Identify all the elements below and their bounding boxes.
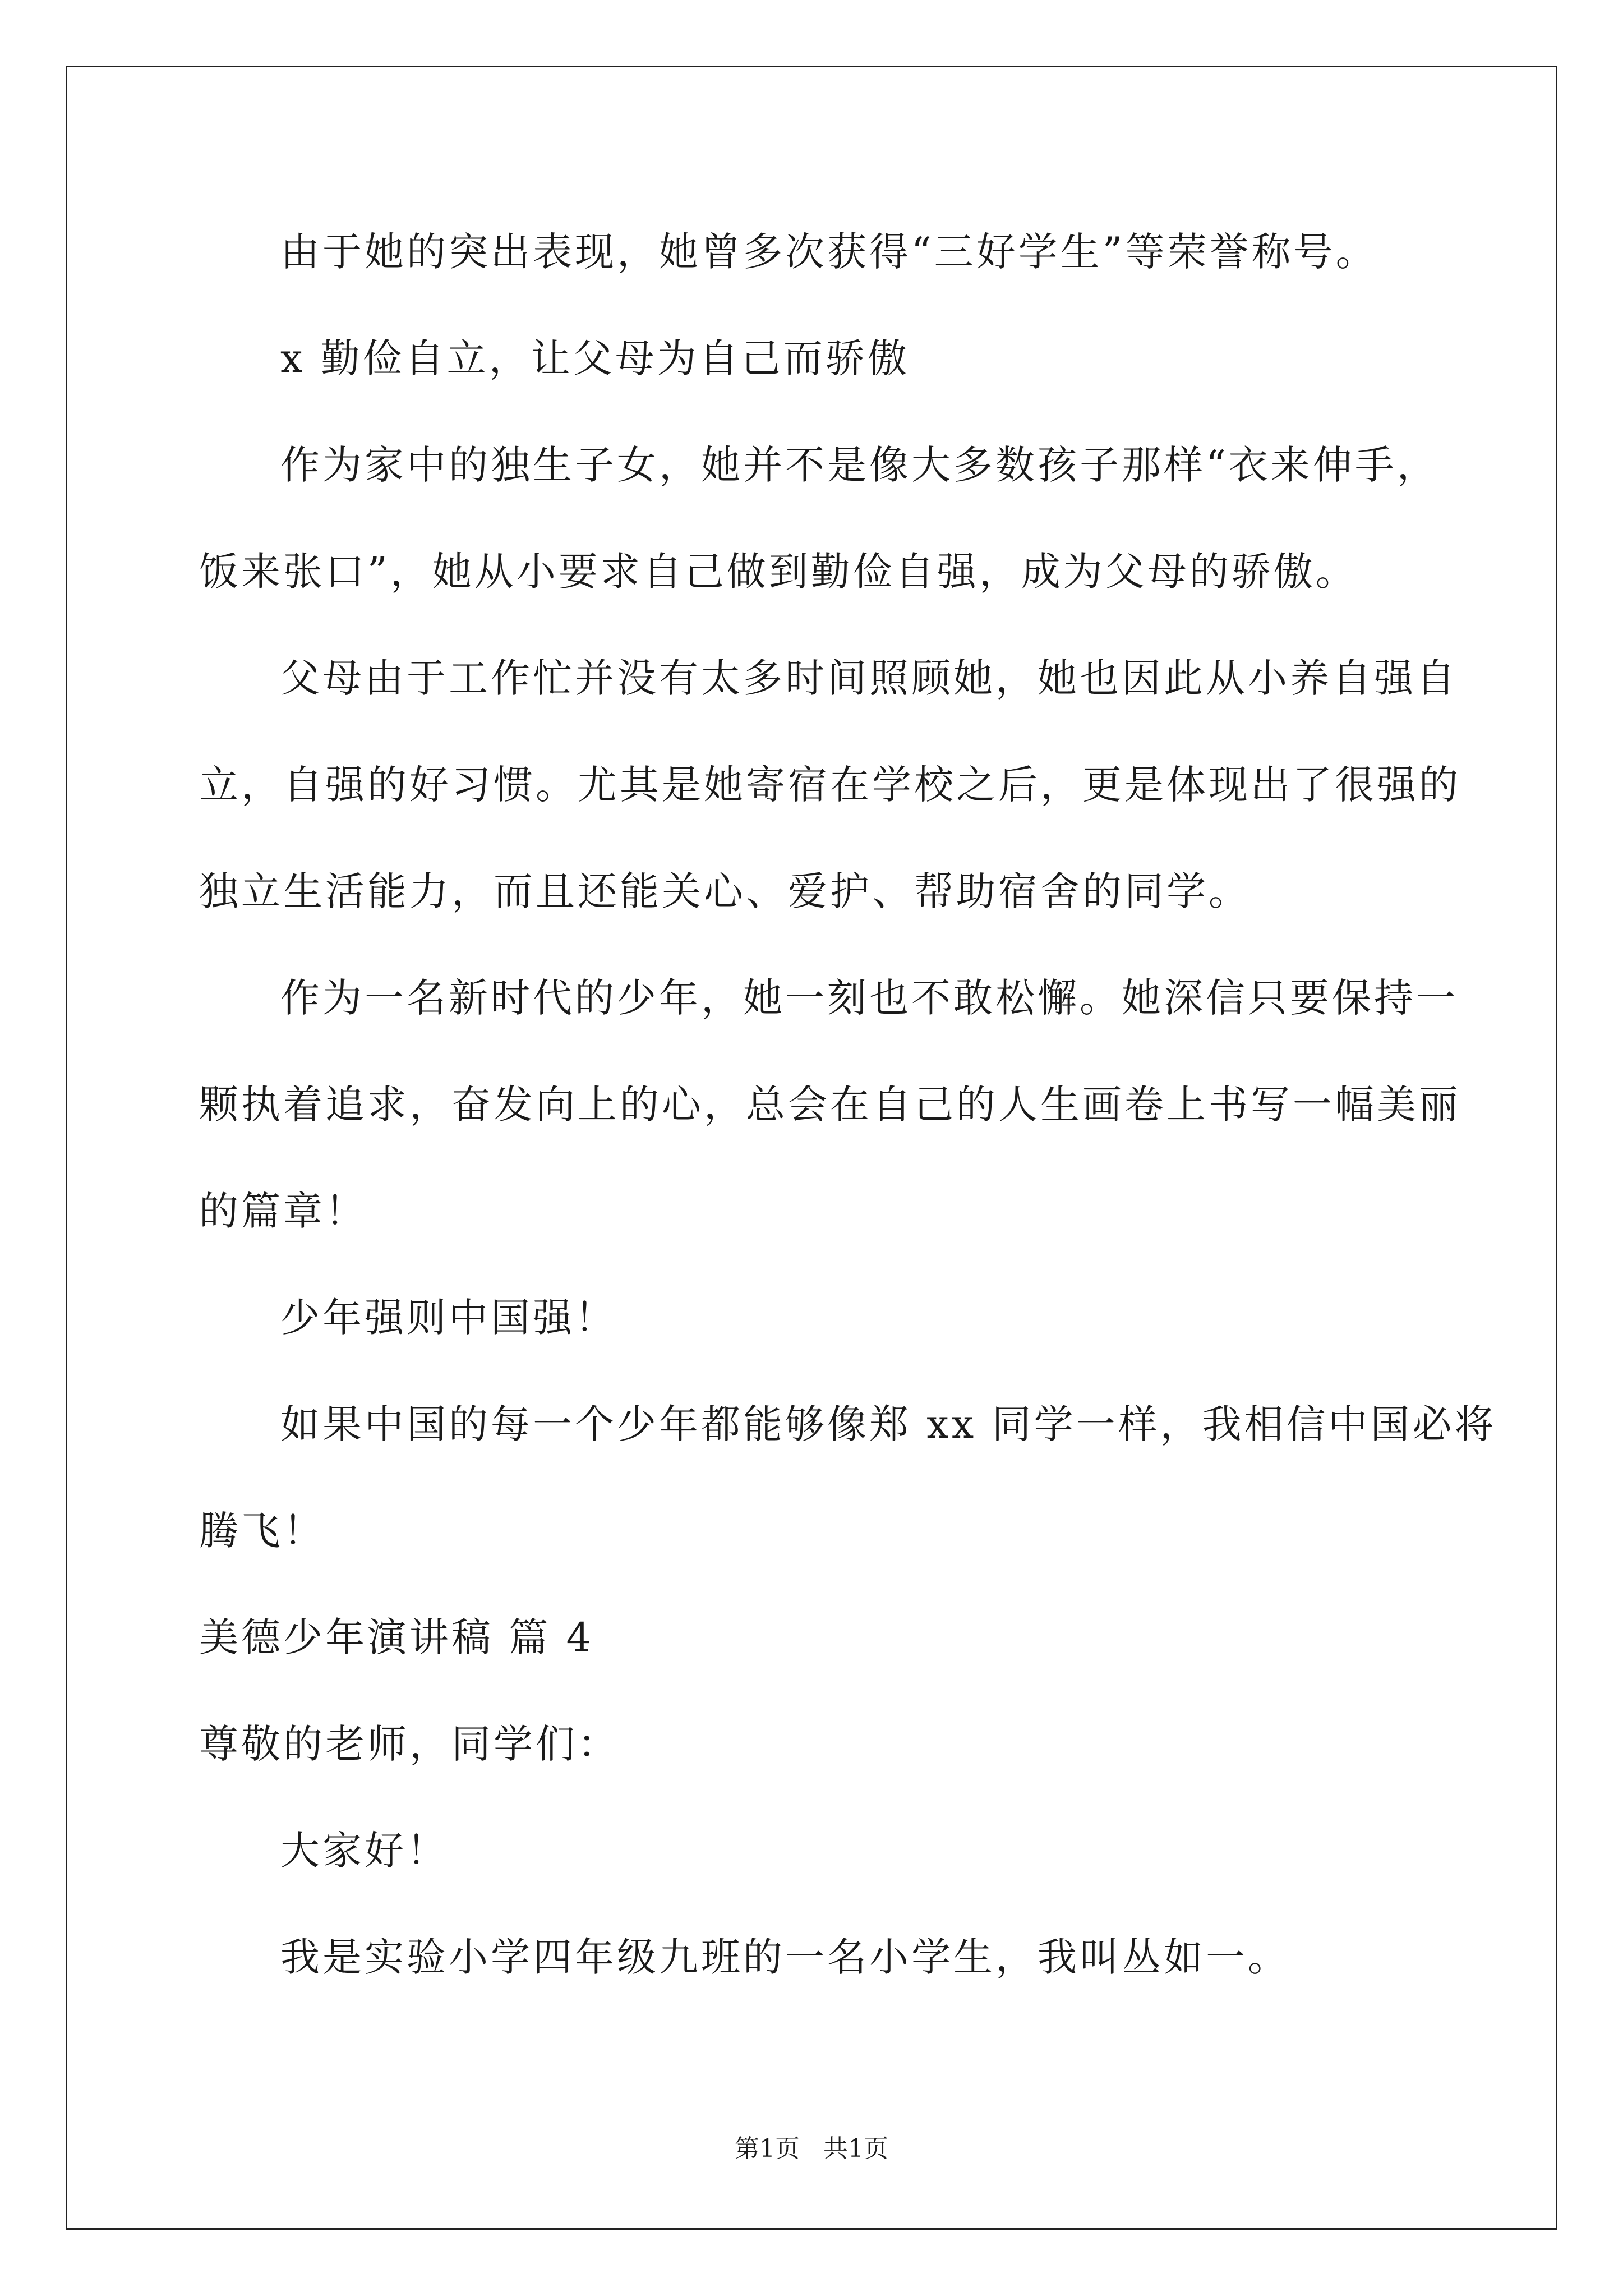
paragraph-line: 父母由于工作忙并没有太多时间照顾她，她也因此从小养自强自 — [280, 655, 1458, 701]
paragraph-line: 颗执着追求，奋发向上的心，总会在自己的人生画卷上书写一幅美丽 — [199, 1082, 1461, 1128]
paragraph-line: 如果中国的每一个少年都能够像郑 xx 同学一样，我相信中国必将 — [280, 1401, 1497, 1447]
paragraph-line: 腾飞！ — [199, 1508, 325, 1554]
paragraph-line: 立，自强的好习惯。尤其是她寄宿在学校之后，更是体现出了很强的 — [199, 762, 1461, 808]
paragraph-line: 饭来张口”，她从小要求自己做到勤俭自强，成为父母的骄傲。 — [199, 549, 1358, 595]
page-number-footer: 第1页 共1页 — [735, 2134, 888, 2163]
section-heading: x 勤俭自立，让父母为自己而骄傲 — [280, 335, 910, 381]
paragraph-line: 少年强则中国强！ — [280, 1295, 617, 1341]
paragraph-line: 作为家中的独生子女，她并不是像大多数孩子那样“衣来伸手， — [280, 442, 1439, 488]
document-title: 美德少年演讲稿 篇 4 — [199, 1614, 594, 1660]
paragraph-line: 作为一名新时代的少年，她一刻也不敢松懈。她深信只要保持一 — [280, 975, 1458, 1021]
paragraph-line: 的篇章！ — [199, 1188, 367, 1234]
salutation: 尊敬的老师，同学们： — [199, 1721, 620, 1767]
paragraph-line: 我是实验小学四年级九班的一名小学生，我叫丛如一。 — [280, 1934, 1290, 1980]
paragraph-line: 由于她的突出表现，她曾多次获得“三好学生”等荣誉称号。 — [280, 229, 1378, 275]
greeting: 大家好！ — [280, 1828, 449, 1874]
paragraph-line: 独立生活能力，而且还能关心、爱护、帮助宿舍的同学。 — [199, 868, 1251, 914]
page-border — [66, 66, 1557, 2230]
